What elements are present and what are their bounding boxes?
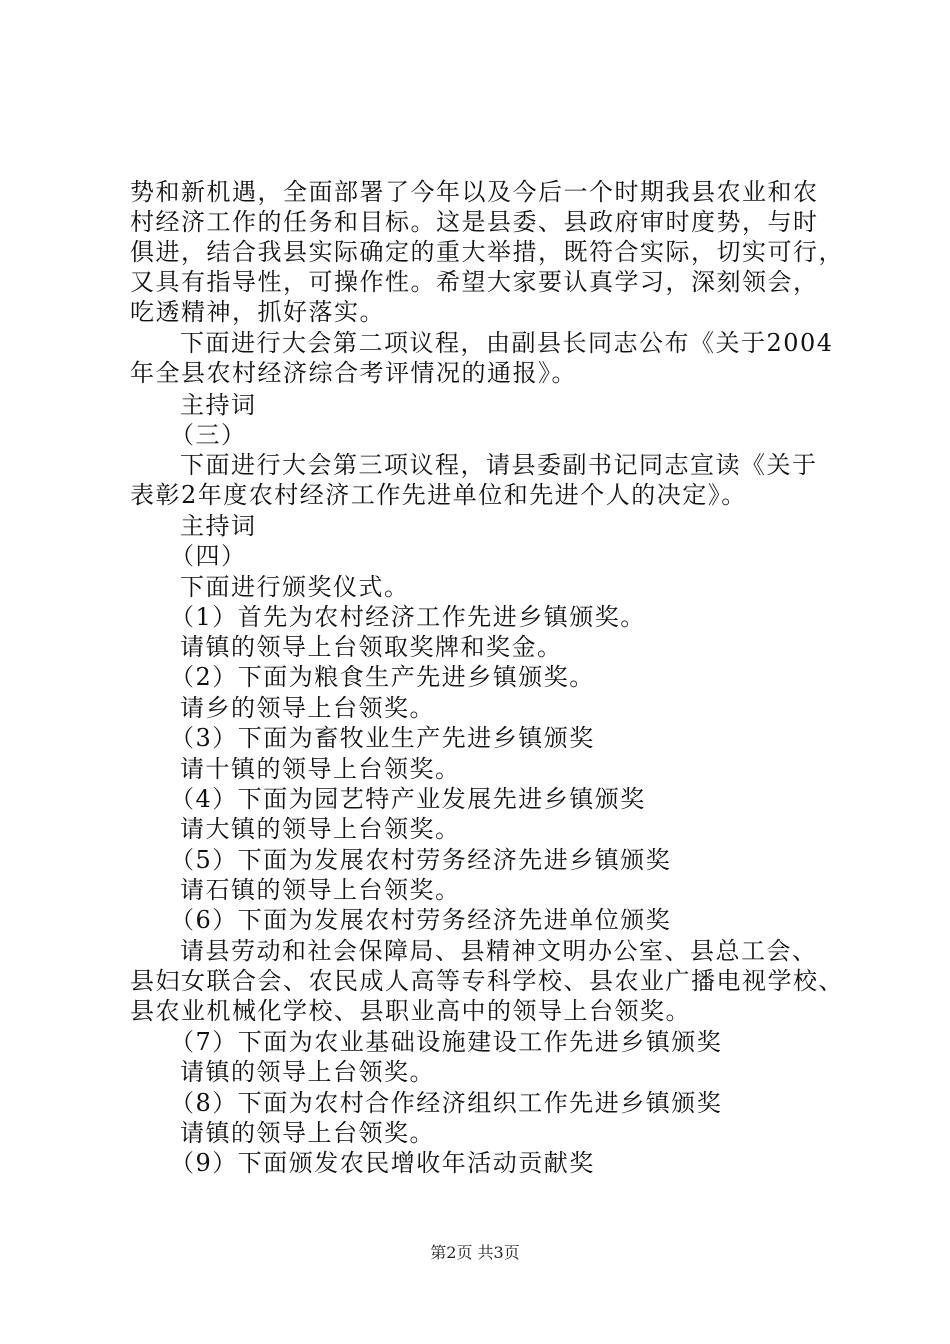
text-line: 下面进行颁奖仪式。	[180, 573, 410, 601]
text-line: 请镇的领导上台领奖。	[180, 1119, 435, 1147]
text-line: 下面进行大会第三项议程，请县委副书记同志宣读《关于	[180, 451, 818, 479]
text-line: 请县劳动和社会保障局、县精神文明办公室、县总工会、	[180, 937, 818, 965]
award-item: （8）下面为农村合作经济组织工作先进乡镇颁奖	[170, 1089, 723, 1117]
text-line: 俱进，结合我县实际确定的重大举措，既符合实际，切实可行，	[130, 238, 844, 266]
page-number-footer: 第2页 共3页	[430, 1243, 520, 1262]
text-line: 村经济工作的任务和目标。这是县委、县政府审时度势，与时	[130, 208, 819, 236]
text-line: 县妇女联合会、农民成人高等专科学校、县农业广播电视学校、	[130, 967, 844, 995]
section-number: （四）	[170, 542, 247, 570]
text-line: 表彰2年度农村经济工作先进单位和先进个人的决定》。	[130, 481, 747, 509]
section-heading: 主持词	[180, 512, 257, 540]
text-line: 请大镇的领导上台领奖。	[180, 815, 461, 843]
text-line: 请石镇的领导上台领奖。	[180, 876, 461, 904]
text-line: 又具有指导性，可操作性。希望大家要认真学习，深刻领会，	[130, 268, 819, 296]
text-line: 请乡的领导上台领奖。	[180, 694, 435, 722]
text-line: 吃透精神，抓好落实。	[130, 298, 385, 326]
award-item: （4）下面为园艺特产业发展先进乡镇颁奖	[170, 785, 646, 813]
text-line: 下面进行大会第二项议程，由副县长同志公布《关于2004	[180, 329, 834, 357]
text-line: 请十镇的领导上台领奖。	[180, 755, 461, 783]
award-item: （7）下面为农业基础设施建设工作先进乡镇颁奖	[170, 1028, 723, 1056]
text-line: 请镇的领导上台领取奖牌和奖金。	[180, 633, 563, 661]
award-item: （5）下面为发展农村劳务经济先进乡镇颁奖	[170, 846, 672, 874]
section-number: （三）	[170, 421, 247, 449]
text-line: 县农业机械化学校、县职业高中的领导上台领奖。	[130, 997, 691, 1025]
text-line: 请镇的领导上台领奖。	[180, 1058, 435, 1086]
award-item: （9）下面颁发农民增收年活动贡献奖	[170, 1149, 595, 1177]
award-item: （2）下面为粮食生产先进乡镇颁奖。	[170, 663, 595, 691]
award-item: （1）首先为农村经济工作先进乡镇颁奖。	[170, 603, 646, 631]
section-heading: 主持词	[180, 391, 257, 419]
award-item: （3）下面为畜牧业生产先进乡镇颁奖	[170, 724, 595, 752]
text-line: 势和新机遇，全面部署了今年以及今后一个时期我县农业和农	[130, 178, 819, 206]
award-item: （6）下面为发展农村劳务经济先进单位颁奖	[170, 906, 672, 934]
text-line: 年全县农村经济综合考评情况的通报》。	[130, 359, 577, 387]
